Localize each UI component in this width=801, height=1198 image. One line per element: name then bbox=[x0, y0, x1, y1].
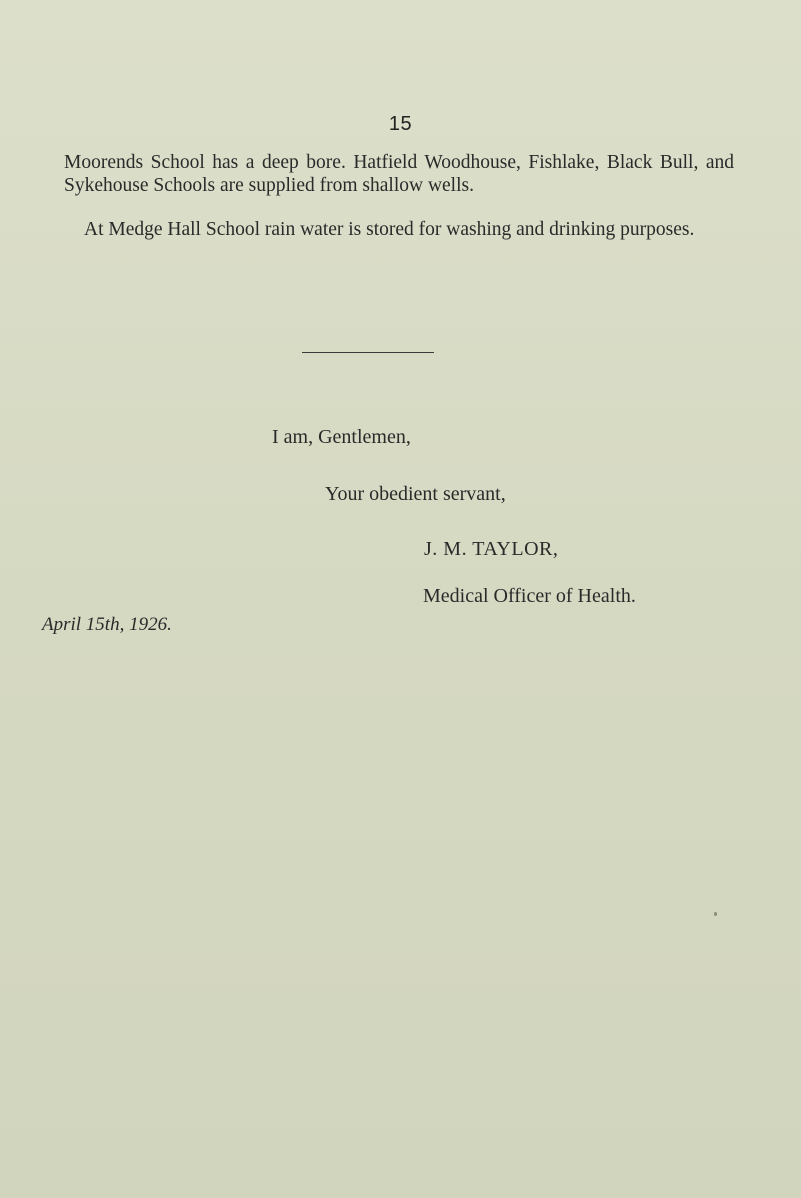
signature-title: Medical Officer of Health. bbox=[423, 585, 636, 607]
closing-salutation: I am, Gentlemen, bbox=[272, 426, 411, 448]
paragraph-rain-water: At Medge Hall School rain water is stored for washing and drinking purposes. bbox=[84, 219, 695, 240]
section-divider bbox=[302, 352, 434, 353]
paper-speck bbox=[714, 912, 717, 916]
signature-name: J. M. TAYLOR, bbox=[424, 538, 559, 560]
page-number: 15 bbox=[388, 113, 413, 135]
paragraph-water-supply: Moorends School has a deep bore. Hatfield Woodhouse, Fishlake, Black Bull, and Sykehouse Schools are supplied from shallow wells. bbox=[64, 152, 734, 196]
letter-date: April 15th, 1926. bbox=[42, 614, 172, 635]
closing-valediction: Your obedient servant, bbox=[325, 483, 506, 505]
